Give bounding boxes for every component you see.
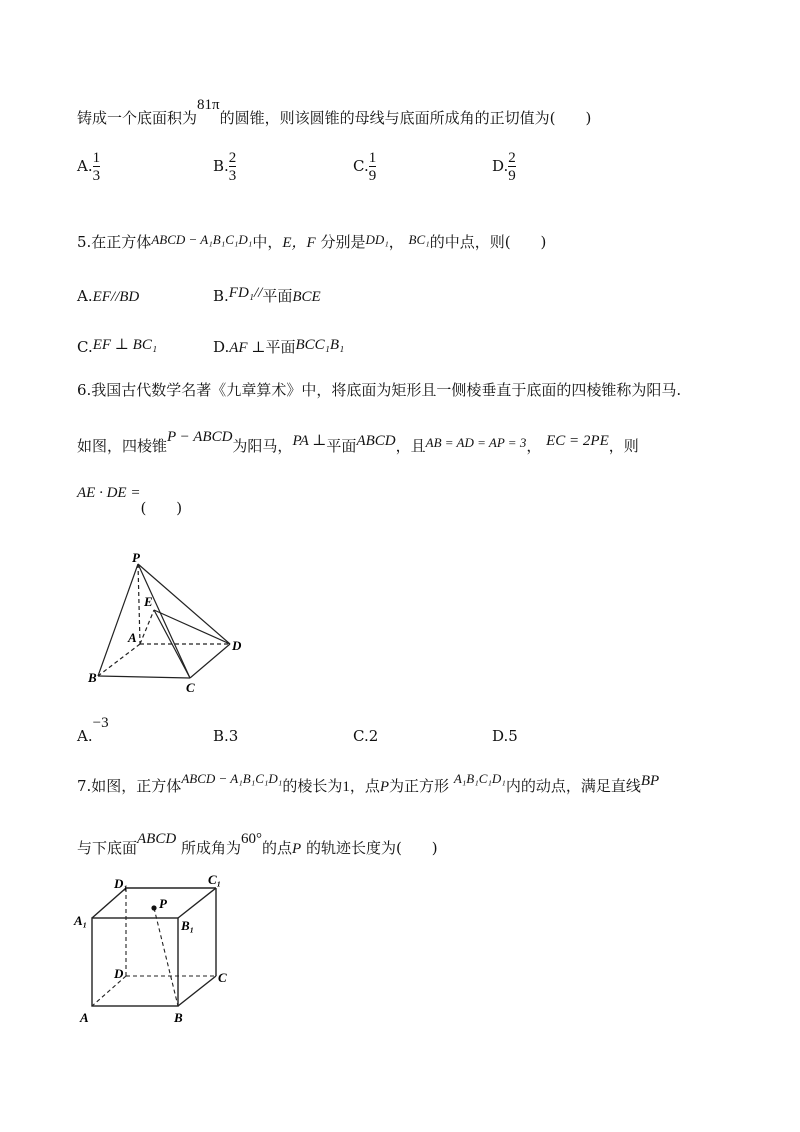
q4-stem-suffix: 的圆锥，则该圆锥的母线与底面所成角的正切值为( ) xyxy=(219,109,592,127)
q4-option-d-fraction: $\frac{2}{9}$ xyxy=(508,150,516,184)
q6-fig-label-p: P xyxy=(132,550,140,565)
q5-option-c-label: C. xyxy=(77,338,93,356)
q5-option-a-label: A. xyxy=(77,287,93,305)
q7-l2-b: 所成角为 xyxy=(180,839,241,857)
q4-option-c-label: C. xyxy=(353,157,369,175)
q5-option-b-label: B. xyxy=(213,287,229,305)
q5-option-c[interactable] xyxy=(77,337,157,358)
q6-fig-label-c: C xyxy=(186,680,195,694)
q4-option-b-label: B. xyxy=(213,157,229,175)
q4-option-b[interactable] xyxy=(213,150,236,184)
q7-l1-a: 7.如图，正方体 xyxy=(77,777,182,795)
q6-fig-label-d: D xyxy=(232,638,242,653)
q5-option-d-plane: BCC₁B₁ xyxy=(295,337,345,353)
q4-option-d-label: D. xyxy=(492,157,509,175)
q4-option-c-fraction: $\frac{1}{9}$ xyxy=(368,150,377,184)
q7-cube-figure xyxy=(70,870,240,1030)
q4-area-value: 81π xyxy=(197,97,220,113)
q6-dot-product: AE · DE = xyxy=(77,485,141,501)
q7-l2-d: 的轨迹长度为( ) xyxy=(305,839,438,857)
q7-l1-d: 为正方形 xyxy=(389,777,450,795)
q5-option-b[interactable] xyxy=(213,286,321,307)
q6-option-c[interactable] xyxy=(353,726,378,746)
q7-top-square: A₁B₁C₁D₁ xyxy=(453,771,506,786)
q6-l2-c: 平面 xyxy=(326,437,357,455)
q5-option-b-math: FD₁// xyxy=(228,285,263,301)
q6-fig-label-a: A xyxy=(128,630,137,645)
q7-fig-label-d1: D₁ xyxy=(114,876,128,891)
q7-fig-label-a: A xyxy=(80,1010,89,1025)
q6-l2-f: ，则 xyxy=(608,437,639,455)
q5-option-d-math: AF ⊥ xyxy=(229,340,266,356)
q6-line-3 xyxy=(77,485,183,517)
q7-fig-label-b: B xyxy=(174,1010,183,1025)
q6-option-d-label: D. xyxy=(492,727,509,745)
q6-option-a[interactable] xyxy=(77,715,109,747)
q5-edge-bc1: BC₁ xyxy=(408,232,430,247)
q6-line-1: 6.我国古代数学名著《九章算术》中，将底面为矩形且一侧棱垂直于底面的四棱锥称为阳马. xyxy=(77,381,682,399)
q7-fig-label-c: C xyxy=(218,970,227,985)
q6-fig-label-e: E xyxy=(144,594,153,609)
q6-fig-label-b: B xyxy=(88,670,97,685)
q7-l1-e: 内的动点，满足直线 xyxy=(505,777,641,795)
q4-option-c[interactable] xyxy=(353,150,376,184)
q5-stem-b: 中， xyxy=(252,233,283,251)
q6-base-abcd: ABCD xyxy=(356,433,396,449)
q7-fig-label-b1: B₁ xyxy=(181,918,195,933)
q5-option-b-text: 平面 xyxy=(262,287,293,305)
q5-cube-name: ABCD − A₁B₁C₁D₁ xyxy=(151,232,253,247)
q7-point-p-dot xyxy=(151,905,156,910)
q6-pa-perp: PA ⊥ xyxy=(292,433,327,449)
q6-option-d[interactable] xyxy=(492,726,518,746)
q6-l2-b: 为阳马， xyxy=(232,437,293,455)
q7-fig-label-c1: C₁ xyxy=(208,872,222,887)
q6-option-a-value: −3 xyxy=(92,715,109,731)
q7-fig-label-d: D xyxy=(114,966,124,981)
q6-l2-e: ， xyxy=(526,437,542,455)
q5-option-c-text: EF ⊥ BC₁ xyxy=(92,337,158,353)
q7-base-abcd: ABCD xyxy=(137,831,177,847)
q4-option-a[interactable] xyxy=(77,150,100,184)
q4-option-b-fraction: $\frac{2}{3}$ xyxy=(228,150,237,184)
q7-fig-label-a1: A₁ xyxy=(74,913,88,928)
q4-stem-prefix: 铸成一个底面积为 xyxy=(77,109,198,127)
q4-option-a-fraction: $\frac{1}{3}$ xyxy=(92,150,101,184)
q5-stem-a: 5.在正方体 xyxy=(77,233,152,251)
q6-option-b-value: 3 xyxy=(228,727,239,745)
q5-edge-dd1: DD₁ xyxy=(365,232,389,247)
q6-lengths-eq: AB = AD = AP = 3 xyxy=(425,435,527,450)
q6-l2-d: ，且 xyxy=(395,437,426,455)
q7-l2-c: 的点 xyxy=(261,839,292,857)
q5-points-ef: E，F xyxy=(282,235,316,251)
q5-option-d[interactable] xyxy=(213,337,344,358)
q7-line-bp: BP xyxy=(640,773,660,789)
q6-option-d-value: 5 xyxy=(508,727,518,745)
q7-l1-b: 的棱长为 xyxy=(282,777,343,795)
q5-option-d-label: D. xyxy=(213,338,230,356)
q5-option-a[interactable] xyxy=(77,286,139,307)
q7-cube-name: ABCD − A₁B₁C₁D₁ xyxy=(181,771,283,786)
q4-option-d[interactable] xyxy=(492,150,516,184)
q6-option-a-label: A. xyxy=(77,727,93,745)
q6-vector-eq: EC = 2PE xyxy=(546,433,609,449)
q5-stem xyxy=(77,232,546,253)
q6-answer-paren: ( ) xyxy=(140,499,183,517)
q4-option-a-label: A. xyxy=(77,157,93,175)
q7-l1-c: ，点 xyxy=(349,777,380,795)
q6-line-2 xyxy=(77,429,639,457)
q7-point-p-2: P xyxy=(292,841,302,857)
q7-line-1 xyxy=(77,771,660,797)
q6-pyramid-name: P − ABCD xyxy=(167,429,233,445)
q5-option-d-text: 平面 xyxy=(265,338,296,356)
q6-pyramid-figure xyxy=(80,548,260,694)
q5-stem-e: 的中点，则( ) xyxy=(429,233,547,251)
q6-option-c-label: C. xyxy=(353,727,369,745)
q5-stem-c: 分别是 xyxy=(320,233,366,251)
q6-l2-a: 如图，四棱锥 xyxy=(77,437,168,455)
q6-option-c-value: 2 xyxy=(368,727,379,745)
q5-option-b-plane: BCE xyxy=(292,289,321,305)
q4-stem-line xyxy=(77,97,592,129)
q7-angle: 60° xyxy=(240,831,262,847)
q7-point-p: P xyxy=(379,779,390,795)
q5-option-a-text: EF//BD xyxy=(92,289,140,305)
q7-l2-a: 与下底面 xyxy=(77,839,138,857)
q7-edge-length: 1 xyxy=(342,779,350,795)
q7-line-2 xyxy=(77,831,438,859)
q6-option-b[interactable] xyxy=(213,726,238,746)
q7-fig-label-p: P xyxy=(159,896,167,911)
q5-stem-d: ， xyxy=(388,233,404,251)
q6-option-b-label: B. xyxy=(213,727,229,745)
